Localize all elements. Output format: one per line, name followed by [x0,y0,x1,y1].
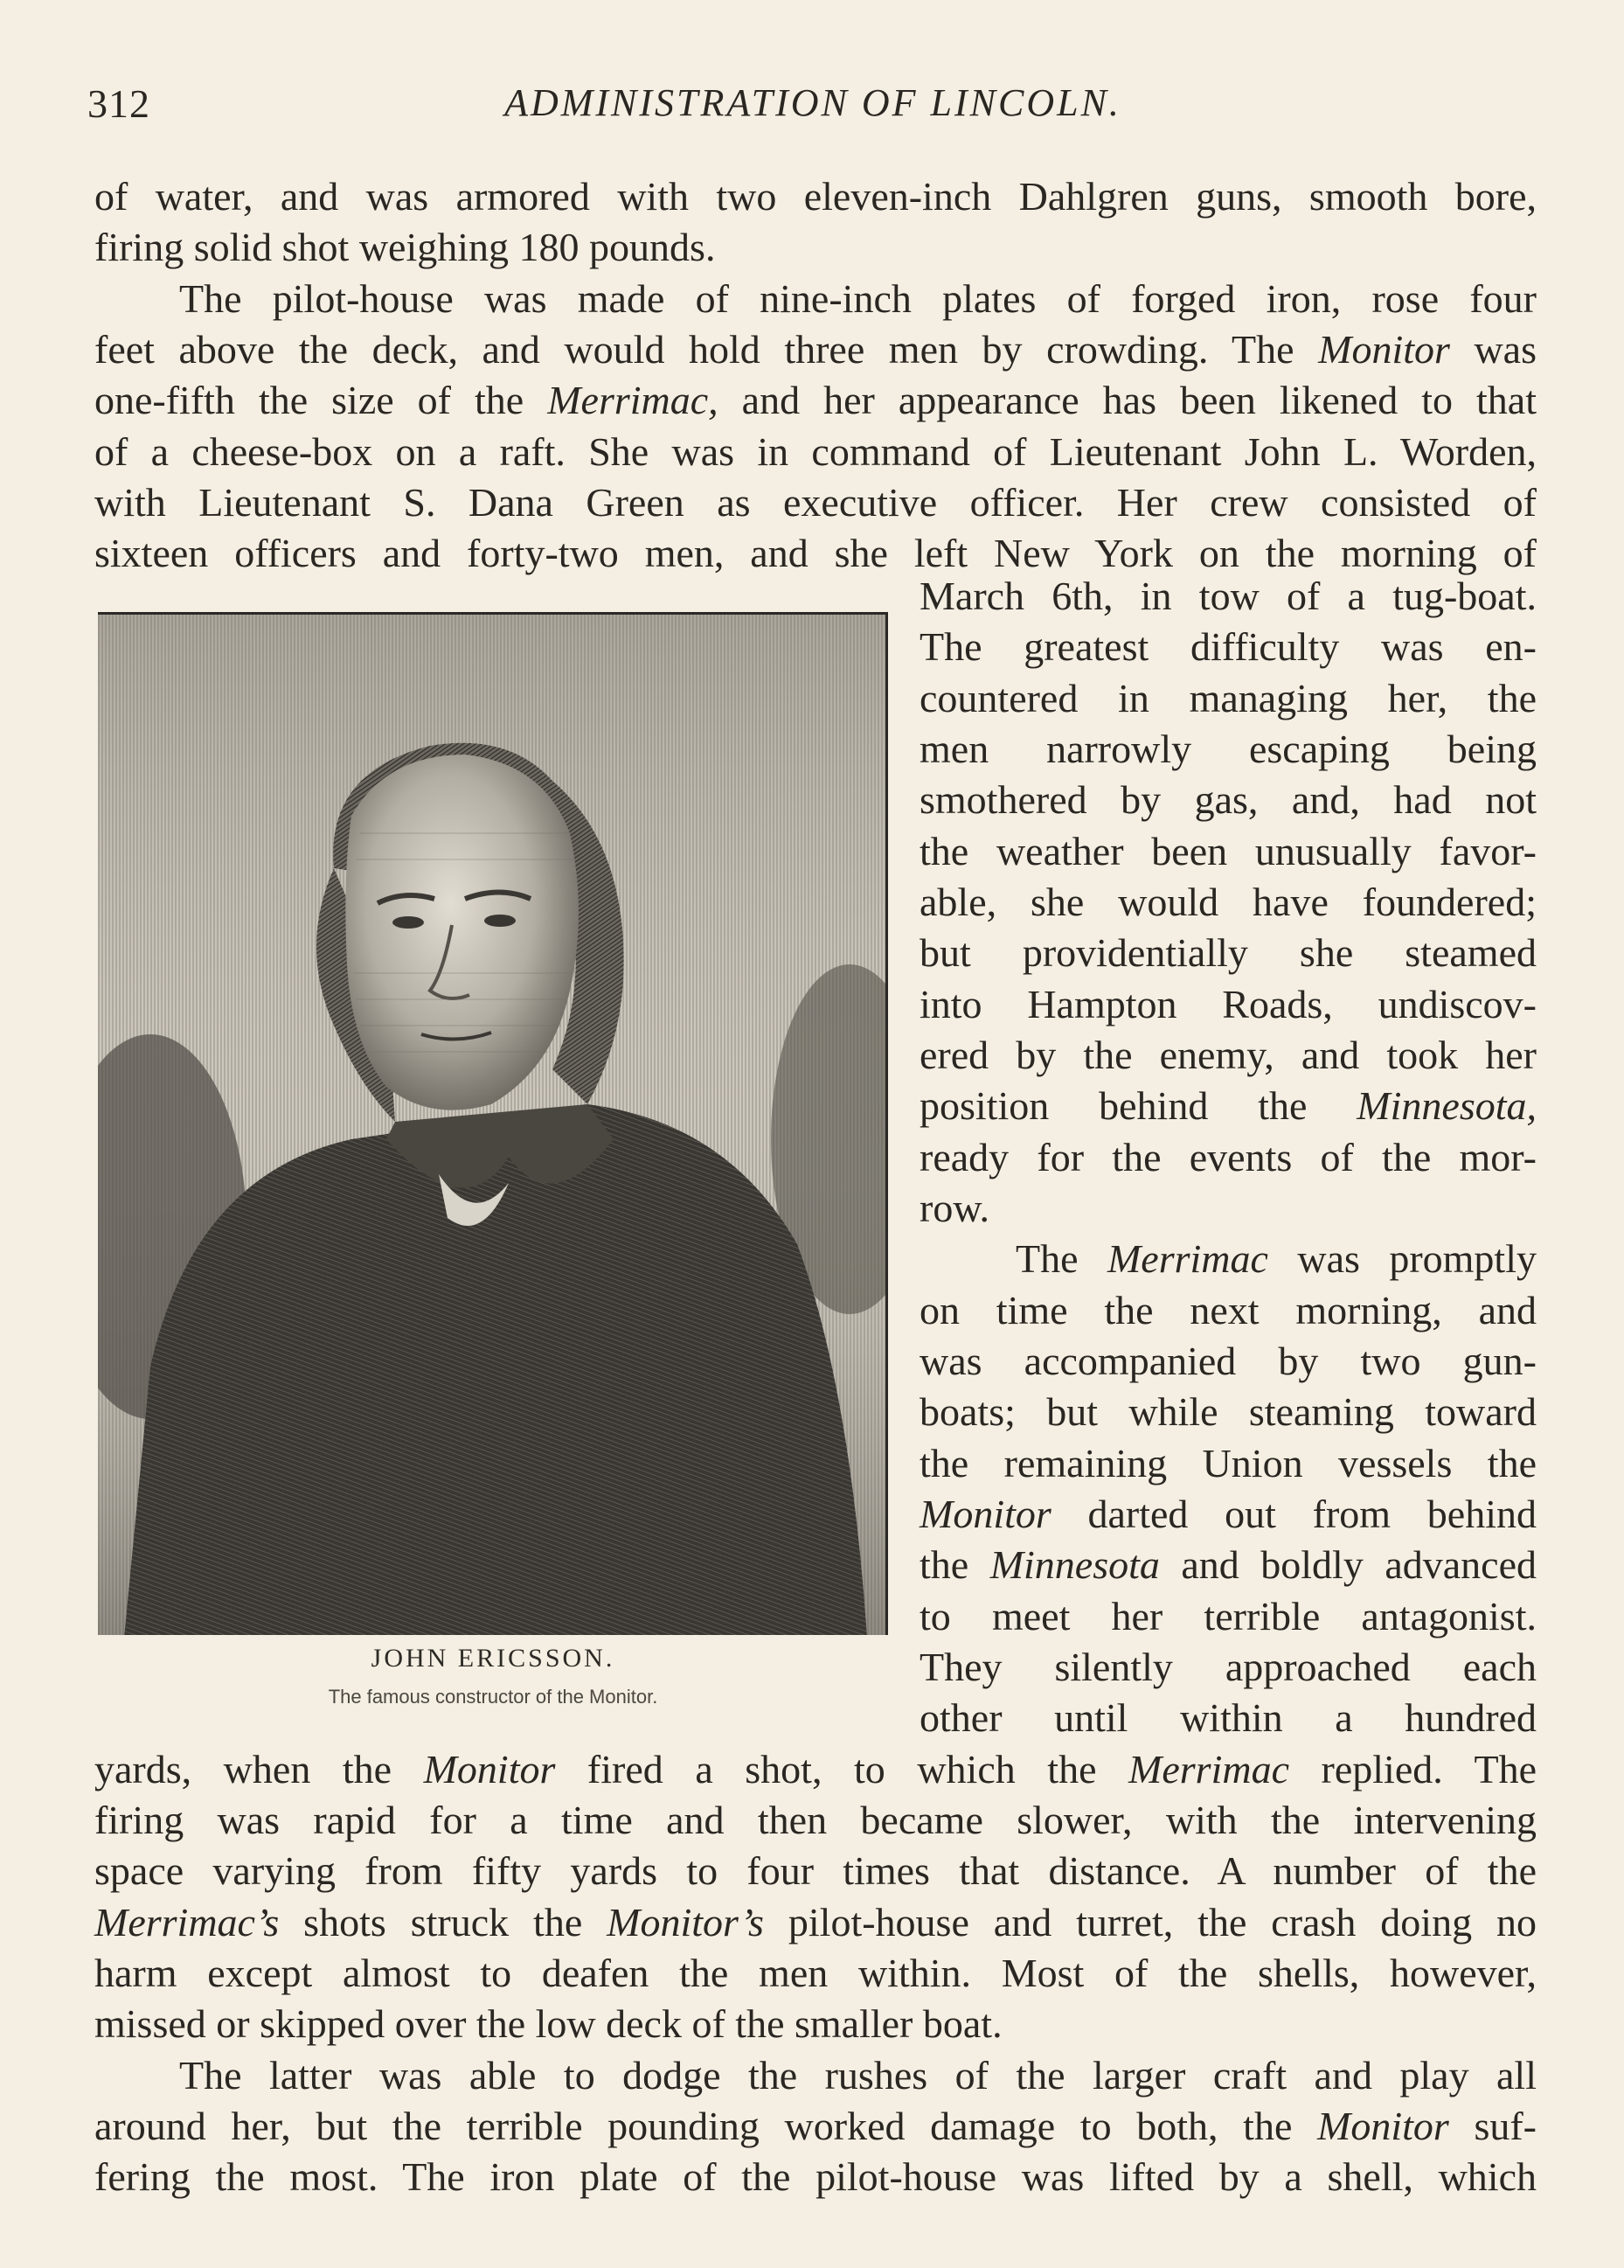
column-line-12: ready for the events of the mor- [920,1135,1537,1179]
text-line-3: The pilot-house was made of nine-inch plates of forged iron, rose four [179,276,1537,321]
column-line-20: the Minnesota and boldly advanced [920,1542,1537,1587]
text-line-13: harm except almost to deafen the men within. Most of the shells, however, [94,1951,1537,1995]
column-line-3: countered in managing her, the [920,676,1537,720]
text-line-5: one-fifth the size of the Merrimac, and her appearance has been likened to that [94,378,1537,422]
column-line-7: able, she would have foundered; [920,880,1537,924]
column-line-5: smothered by gas, and, had not [920,777,1537,822]
column-line-6: the weather been unusually favor- [920,829,1537,873]
figure-caption-name: JOHN ERICSSON. [371,1644,615,1673]
text-line-7: with Lieutenant S. Dana Green as executive officer. Her crew consisted of [94,480,1537,525]
portrait-image [98,615,888,1635]
figure-caption-description: The famous constructor of the Monitor. [328,1686,658,1708]
text-line-2: firing solid shot weighing 180 pounds. [94,225,716,269]
text-line-15: The latter was able to dodge the rushes of the larger craft and play all [179,2053,1537,2098]
column-line-4: men narrowly escaping being [920,727,1537,771]
column-line-21: to meet her terrible antagonist. [920,1594,1537,1638]
text-line-14: missed or skipped over the low deck of the smaller boat. [94,2001,1003,2046]
running-head: ADMINISTRATION OF LINCOLN. [504,81,1121,124]
text-line-17: fering the most. The iron plate of the pilot-house was lifted by a shell, which [94,2154,1537,2199]
text-line-10: firing was rapid for a time and then became slower, with the intervening [94,1798,1537,1842]
column-line-2: The greatest difficulty was en- [920,624,1537,669]
text-line-6: of a cheese-box on a raft. She was in command of Lieutenant John L. Worden, [94,429,1537,474]
text-line-8: sixteen officers and forty-two men, and she left New York on the morning of [94,531,1537,575]
text-line-4: feet above the deck, and would hold three men by crowding. The Monitor was [94,327,1537,372]
text-line-9: yards, when the Monitor fired a shot, to which the Merrimac replied. The [94,1747,1537,1791]
column-line-23: other until within a hundred [920,1695,1537,1740]
column-line-10: ered by the enemy, and took her [920,1033,1537,1077]
column-line-13: row. [920,1186,990,1230]
column-line-22: They silently approached each [920,1645,1537,1689]
column-line-1: March 6th, in tow of a tug-boat. [920,574,1537,618]
column-line-11: position behind the Minnesota, [920,1083,1537,1128]
column-line-18: the remaining Union vessels the [920,1441,1537,1485]
page-number: 312 [87,81,150,126]
column-line-17: boats; but while steaming toward [920,1389,1537,1434]
column-line-9: into Hampton Roads, undiscov- [920,982,1537,1026]
column-line-16: was accompanied by two gun- [920,1339,1537,1383]
column-line-8: but providentially she steamed [920,930,1537,975]
column-line-15: on time the next morning, and [920,1288,1537,1332]
text-line-1: of water, and was armored with two eleven-inch Dahlgren guns, smooth bore, [94,174,1537,219]
portrait-engraving [98,612,888,1635]
text-line-16: around her, but the terrible pounding worked damage to both, the Monitor suf- [94,2104,1537,2148]
text-line-11: space varying from fifty yards to four times that distance. A number of the [94,1848,1537,1893]
page-header [87,80,1538,142]
text-line-12: Merrimac’s shots struck the Monitor’s pilot-house and turret, the crash doing no [94,1900,1537,1944]
column-line-19: Monitor darted out from behind [920,1492,1537,1536]
column-line-14: The Merrimac was promptly [1016,1236,1537,1281]
